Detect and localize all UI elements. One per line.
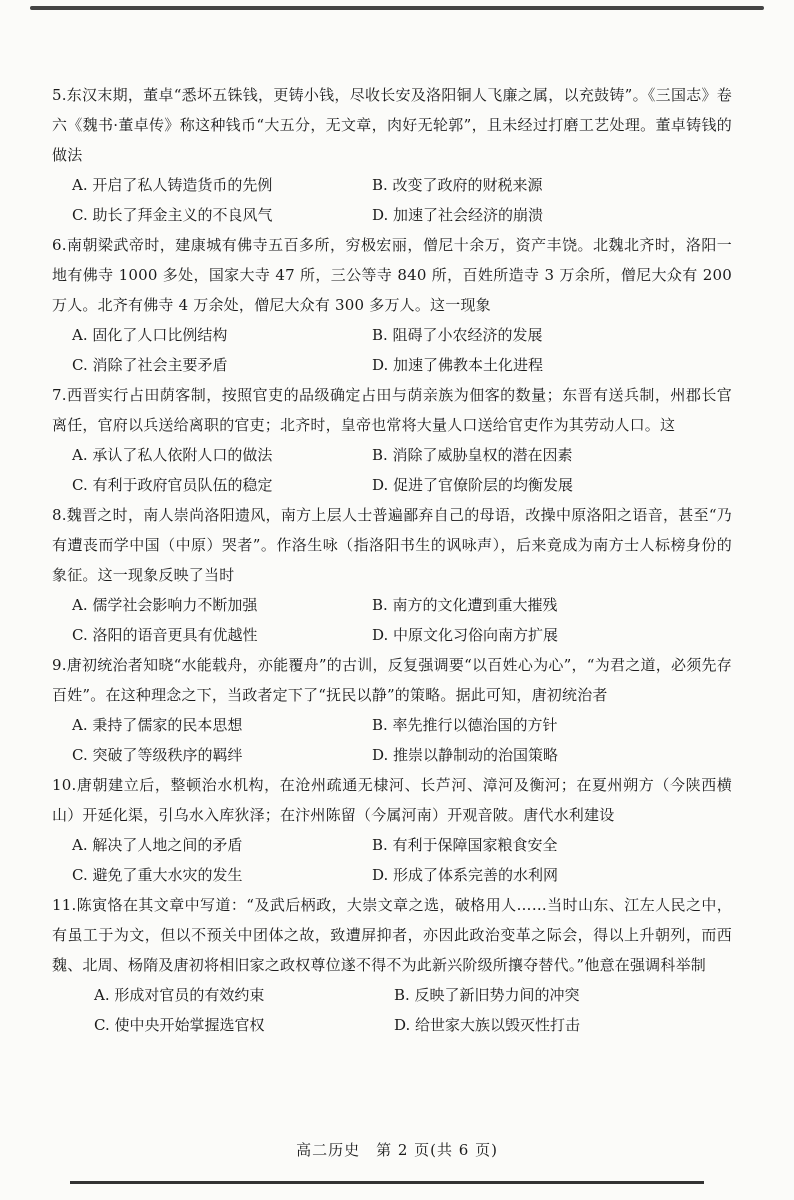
bottom-border-line bbox=[70, 1181, 704, 1184]
option-d: D. 形成了体系完善的水利网 bbox=[372, 866, 559, 884]
option-b: B. 改变了政府的财税来源 bbox=[372, 176, 543, 194]
option-a: A. 形成对官员的有效约束 bbox=[94, 986, 265, 1004]
option-c: C. 洛阳的语音更具有优越性 bbox=[72, 626, 258, 644]
option-d: D. 中原文化习俗向南方扩展 bbox=[372, 626, 559, 644]
option-b: B. 有利于保障国家粮食安全 bbox=[372, 836, 558, 854]
option-a: A. 儒学社会影响力不断加强 bbox=[72, 596, 258, 614]
question-stem: 6.南朝梁武帝时，建康城有佛寺五百多所，穷极宏丽，僧尼十余万，资产丰饶。北魏北齐时，洛阳一地有佛寺 1000 多处，国家大寺 47 所，三公等寺 840 所，百姓所造寺 3 万余所，僧尼大众有 200 万人。北齐有佛寺 4 万余处，僧尼大众有 300 多万人。这一现象 bbox=[52, 236, 732, 314]
options-grid bbox=[52, 440, 732, 500]
option-b: B. 消除了威胁皇权的潜在因素 bbox=[372, 446, 573, 464]
question-stem: 8.魏晋之时，南人崇尚洛阳遗风，南方上层人士普遍鄙弃自己的母语，改操中原洛阳之语音，甚至“乃有遭丧而学中国（中原）哭者”。作洛生咏（指洛阳书生的讽咏声），后来竟成为南方士人标榜身份的象征。这一现象反映了当时 bbox=[52, 506, 732, 584]
option-c: C. 有利于政府官员队伍的稳定 bbox=[72, 476, 273, 494]
question-stem: 11.陈寅恪在其文章中写道：“及武后柄政，大崇文章之选，破格用人……当时山东、江左人民之中，有虽工于为文，但以不预关中团体之故，致遭屏抑者，亦因此政治变革之际会，得以上升朝列，而西魏、北周、杨隋及唐初将相旧家之政权尊位遂不得不为此新兴阶级所攘夺替代。”他意在强调科举制 bbox=[52, 896, 732, 974]
question-5 bbox=[52, 80, 732, 230]
options-grid bbox=[52, 320, 732, 380]
option-b: B. 率先推行以德治国的方针 bbox=[372, 716, 558, 734]
options-grid bbox=[52, 170, 732, 230]
option-a: A. 开启了私人铸造货币的先例 bbox=[72, 176, 273, 194]
option-a: A. 承认了私人依附人口的做法 bbox=[72, 446, 273, 464]
option-b: B. 阻碍了小农经济的发展 bbox=[372, 326, 543, 344]
question-11 bbox=[52, 890, 732, 1040]
options-grid bbox=[52, 980, 732, 1040]
options-grid bbox=[52, 710, 732, 770]
question-7 bbox=[52, 380, 732, 500]
option-c: C. 突破了等级秩序的羁绊 bbox=[72, 746, 243, 764]
option-a: A. 固化了人口比例结构 bbox=[72, 326, 228, 344]
option-c: C. 使中央开始掌握选官权 bbox=[94, 1016, 265, 1034]
option-d: D. 加速了佛教本土化进程 bbox=[372, 356, 544, 374]
option-b: B. 南方的文化遭到重大摧残 bbox=[372, 596, 558, 614]
option-d: D. 促进了官僚阶层的均衡发展 bbox=[372, 476, 574, 494]
question-stem: 10.唐朝建立后，整顿治水机构，在沧州疏通无棣河、长芦河、漳河及衡河；在夏州朔方（今陕西横山）开延化渠，引乌水入库狄泽；在汴州陈留（今属河南）开观音陂。唐代水利建设 bbox=[52, 776, 732, 824]
option-d: D. 给世家大族以毁灭性打击 bbox=[394, 1016, 581, 1034]
option-a: A. 秉持了儒家的民本思想 bbox=[72, 716, 243, 734]
option-a: A. 解决了人地之间的矛盾 bbox=[72, 836, 243, 854]
question-stem: 5.东汉末期，董卓“悉坏五铢钱，更铸小钱，尽收长安及洛阳铜人飞廉之属，以充鼓铸”。《三国志》卷六《魏书·董卓传》称这种钱币“大五分，无文章，肉好无轮郭”，且未经过打磨工艺处理。董卓铸钱的做法 bbox=[52, 86, 732, 164]
top-border-line bbox=[30, 6, 764, 10]
questions-container bbox=[52, 80, 732, 1040]
options-grid bbox=[52, 830, 732, 890]
question-9 bbox=[52, 650, 732, 770]
options-grid bbox=[52, 590, 732, 650]
option-d: D. 加速了社会经济的崩溃 bbox=[372, 206, 544, 224]
option-d: D. 推崇以静制动的治国策略 bbox=[372, 746, 559, 764]
question-stem: 7.西晋实行占田荫客制，按照官吏的品级确定占田与荫亲族为佃客的数量；东晋有送兵制，州郡长官离任，官府以兵送给离职的官吏；北齐时，皇帝也常将大量人口送给官吏作为其劳动人口。这 bbox=[52, 386, 732, 434]
option-c: C. 助长了拜金主义的不良风气 bbox=[72, 206, 273, 224]
page-footer: 高二历史 第 2 页(共 6 页) bbox=[296, 1141, 498, 1159]
question-10 bbox=[52, 770, 732, 890]
question-8 bbox=[52, 500, 732, 650]
option-c: C. 避免了重大水灾的发生 bbox=[72, 866, 243, 884]
question-6 bbox=[52, 230, 732, 380]
option-c: C. 消除了社会主要矛盾 bbox=[72, 356, 228, 374]
question-stem: 9.唐初统治者知晓“水能载舟，亦能覆舟”的古训，反复强调要“以百姓心为心”，“为君之道，必须先存百姓”。在这种理念之下，当政者定下了“抚民以静”的策略。据此可知，唐初统治者 bbox=[52, 656, 732, 704]
option-b: B. 反映了新旧势力间的冲突 bbox=[394, 986, 580, 1004]
